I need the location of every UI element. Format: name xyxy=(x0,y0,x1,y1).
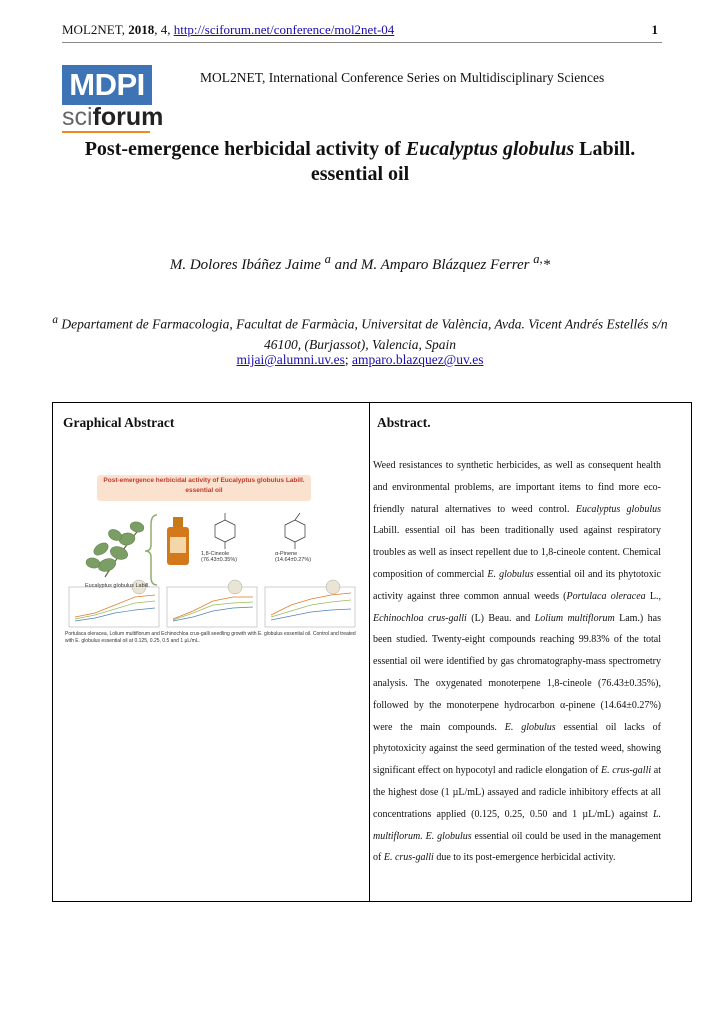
column-divider xyxy=(369,403,370,901)
sciforum-logo-forum: forum xyxy=(92,103,164,131)
ga-banner-line2: essential oil xyxy=(185,487,223,494)
author-2-affil: a, xyxy=(533,252,543,266)
abstract-run: essential oil and its phytotoxic activity against three common annual weeds ( xyxy=(373,568,661,602)
header-journal: MOL2NET, xyxy=(62,22,125,37)
abstract-run: E. globulus xyxy=(487,568,534,580)
ga-cineole-name: 1,8-Cineole xyxy=(201,551,230,557)
abstract-run: Lam.) has been studied. Twenty-eight compounds reaching 99.83% of the total essential oil were identified by gas chromatography-mass spectrometry analysis. The oxygenated monoterpene 1,8-cineole (76.43±0.35%), followed by the monoterpene hydrocarbon α-pinene (14.64±0.27%) were the main compounds. xyxy=(373,612,661,733)
mdpi-logo: MDPI xyxy=(62,65,152,105)
abstract-run: at the highest dose (1 µL/mL) assayed and radicle inhibitory effects at all concentrations applied (0.125, 0.25, 0.50 and 1 µL/mL) against xyxy=(373,765,662,820)
abstract-run: (L) Beau. and xyxy=(466,612,535,624)
pinene-molecule-icon xyxy=(285,513,305,549)
abstract-table xyxy=(52,402,692,902)
essential-oil-bottle-icon xyxy=(167,517,189,565)
abstract-run: Labill. essential oil has been traditionally used against respiratory troubles as well as insect repellent due to 1,8-cineole content. Chemical composition of commercial xyxy=(373,525,661,580)
email-link-1[interactable]: mijai@alumni.uv.es xyxy=(236,352,345,367)
abstract-text xyxy=(373,455,661,869)
header-year: 2018 xyxy=(128,22,155,37)
bracket-icon xyxy=(145,515,157,585)
abstract-run: L. multiflorum. xyxy=(373,808,661,842)
author-connector: and xyxy=(330,257,361,273)
corresponding-star: * xyxy=(542,257,551,273)
title-line2: essential oil xyxy=(310,163,410,185)
abstract-run: L., xyxy=(645,590,661,602)
abstract-run: E. globulus xyxy=(425,830,472,842)
abstract-run: essential oil lacks of phytotoxicity against the seed germination of the tested weed, showing significant effect on hypocotyl and radicle elongation of xyxy=(373,721,662,777)
affiliation xyxy=(50,310,670,355)
author-2: M. Amparo Blázquez Ferrer xyxy=(360,257,530,273)
graphical-abstract-image xyxy=(65,465,361,653)
header-url-link[interactable]: http://sciforum.net/conference/mol2net-04 xyxy=(173,22,395,37)
sciforum-logo-sci: sci xyxy=(62,103,93,131)
author-1: M. Dolores Ibáñez Jaime xyxy=(169,257,321,273)
title-species: Eucalyptus globulus xyxy=(405,138,575,160)
graphical-abstract-heading: Graphical Abstract xyxy=(63,415,175,430)
paper-title xyxy=(40,137,680,187)
abstract-run: Eucalyptus globulus xyxy=(575,503,661,515)
abstract-run: essential oil could be used in the management of xyxy=(373,830,662,864)
authors xyxy=(0,252,720,274)
title-post: Labill. xyxy=(574,138,636,160)
ga-cineole-value: (76.43±0.35%) xyxy=(201,557,238,563)
sciforum-logo xyxy=(62,103,163,132)
cineole-molecule-icon xyxy=(215,513,235,549)
abstract-run: Weed resistances to synthetic herbicides, as well as consequent health and environmental problems, are important items to find more eco-friendly natural alternatives to weed control. xyxy=(373,460,661,515)
ga-caption: Portulaca oleracea, Lolium multiflorum and Echinochloa crus-galli seedling growth with E. globulus essential oil. Control and treated with E. globulus essential oil at 0.125, 0.25, 0.5 and 1 µL/mL. xyxy=(65,631,356,644)
conference-series: MOL2NET, International Conference Series on Multidisciplinary Sciences xyxy=(200,70,605,85)
email-link-2[interactable]: amparo.blazquez@uv.es xyxy=(351,352,484,367)
ga-pinene-label xyxy=(275,551,311,563)
abstract-run: Portulaca oleracea xyxy=(566,590,646,602)
ga-cineole-label xyxy=(201,551,237,563)
ga-pinene-name: α-Pinene xyxy=(275,551,298,557)
header-citation xyxy=(62,22,394,38)
abstract-run: E. crus-galli xyxy=(601,765,652,777)
affiliation-marker: a xyxy=(52,314,58,326)
abstract-run: due to its post-emergence herbicidal activity. xyxy=(433,852,616,864)
title-pre: Post-emergence herbicidal activity of xyxy=(84,138,406,160)
abstract-run: E. globulus xyxy=(504,721,556,733)
ga-plant-label: Eucalyptus globulus Labill. xyxy=(85,583,150,589)
abstract-run: E. crus-galli xyxy=(383,852,434,864)
abstract-run: Lolium multiflorum xyxy=(534,612,615,624)
email-separator: ; xyxy=(344,352,349,367)
header-rule xyxy=(62,42,662,43)
abstract-run: Echinochloa crus-galli xyxy=(373,612,467,624)
header-volume: , 4, xyxy=(154,22,171,37)
growth-charts xyxy=(69,587,355,627)
abstract-heading: Abstract. xyxy=(377,415,431,430)
affiliation-text: Departament de Farmacologia, Facultat de Farmàcia, Universitat de València, Avda. Vicent Andrés Estellés s/n 46100, (Burjassot), Valencia, Spain xyxy=(61,316,668,352)
author-1-affil: a xyxy=(324,252,331,266)
ga-banner-line1: Post-emergence herbicidal activity of Eucalyptus globulus Labill. xyxy=(103,477,305,484)
sciforum-logo-underline xyxy=(62,131,150,133)
page-number: 1 xyxy=(651,22,658,37)
author-emails xyxy=(0,352,720,368)
eucalyptus-branch-icon xyxy=(85,520,145,577)
ga-pinene-value: (14.64±0.27%) xyxy=(275,557,312,563)
